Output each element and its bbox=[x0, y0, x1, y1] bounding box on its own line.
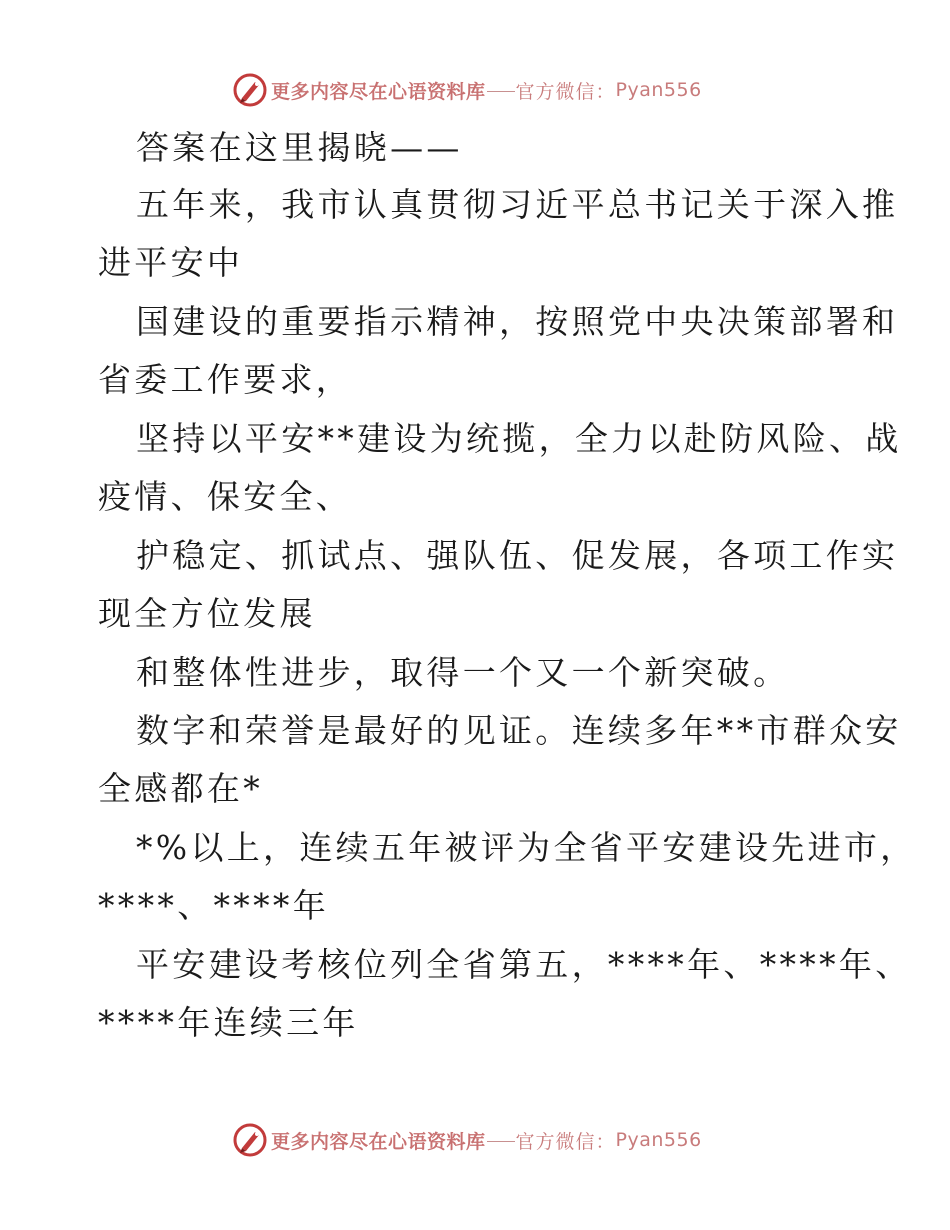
watermark-dash bbox=[487, 91, 515, 92]
text-line: 和整体性进步，取得一个又一个新突破。 bbox=[136, 653, 790, 692]
watermark-dash bbox=[487, 1141, 515, 1142]
pen-logo-icon bbox=[233, 1123, 267, 1157]
text-line: ****、****年 bbox=[98, 886, 329, 925]
text-line: 五年来，我市认真贯彻习近平总书记关于深入推 bbox=[136, 185, 899, 224]
text-line: 坚持以平安**建设为统揽，全力以赴防风险、战 bbox=[136, 419, 902, 458]
watermark-wechat-id: Pyan556 bbox=[615, 79, 702, 101]
header-watermark bbox=[233, 72, 702, 108]
text-line: 国建设的重要指示精神，按照党中央决策部署和 bbox=[136, 302, 899, 341]
watermark-wechat-id: Pyan556 bbox=[615, 1129, 702, 1151]
pen-logo-icon bbox=[233, 73, 267, 107]
text-line: 答案在这里揭晓—— bbox=[136, 128, 463, 167]
watermark-brand-text: 更多内容尽在心语资料库 bbox=[271, 80, 486, 103]
text-line: 进平安中 bbox=[98, 243, 244, 282]
text-line: 省委工作要求， bbox=[98, 360, 353, 399]
text-line: 护稳定、抓试点、强队伍、促发展，各项工作实 bbox=[136, 536, 899, 575]
watermark-wechat-label: 官方微信： bbox=[515, 1130, 616, 1153]
text-line: 疫情、保安全、 bbox=[98, 477, 353, 516]
text-line: 平安建设考核位列全省第五，****年、****年、 bbox=[136, 945, 912, 984]
text-line: ****年连续三年 bbox=[98, 1003, 359, 1042]
footer-watermark bbox=[233, 1122, 702, 1158]
text-line: 现全方位发展 bbox=[98, 594, 316, 633]
watermark-brand-text: 更多内容尽在心语资料库 bbox=[271, 1130, 486, 1153]
text-line: 数字和荣誉是最好的见证。连续多年**市群众安 bbox=[136, 711, 902, 750]
text-line: *%以上，连续五年被评为全省平安建设先进市， bbox=[136, 828, 917, 867]
watermark-wechat-label: 官方微信： bbox=[515, 80, 616, 103]
text-line: 全感都在* bbox=[98, 769, 263, 808]
